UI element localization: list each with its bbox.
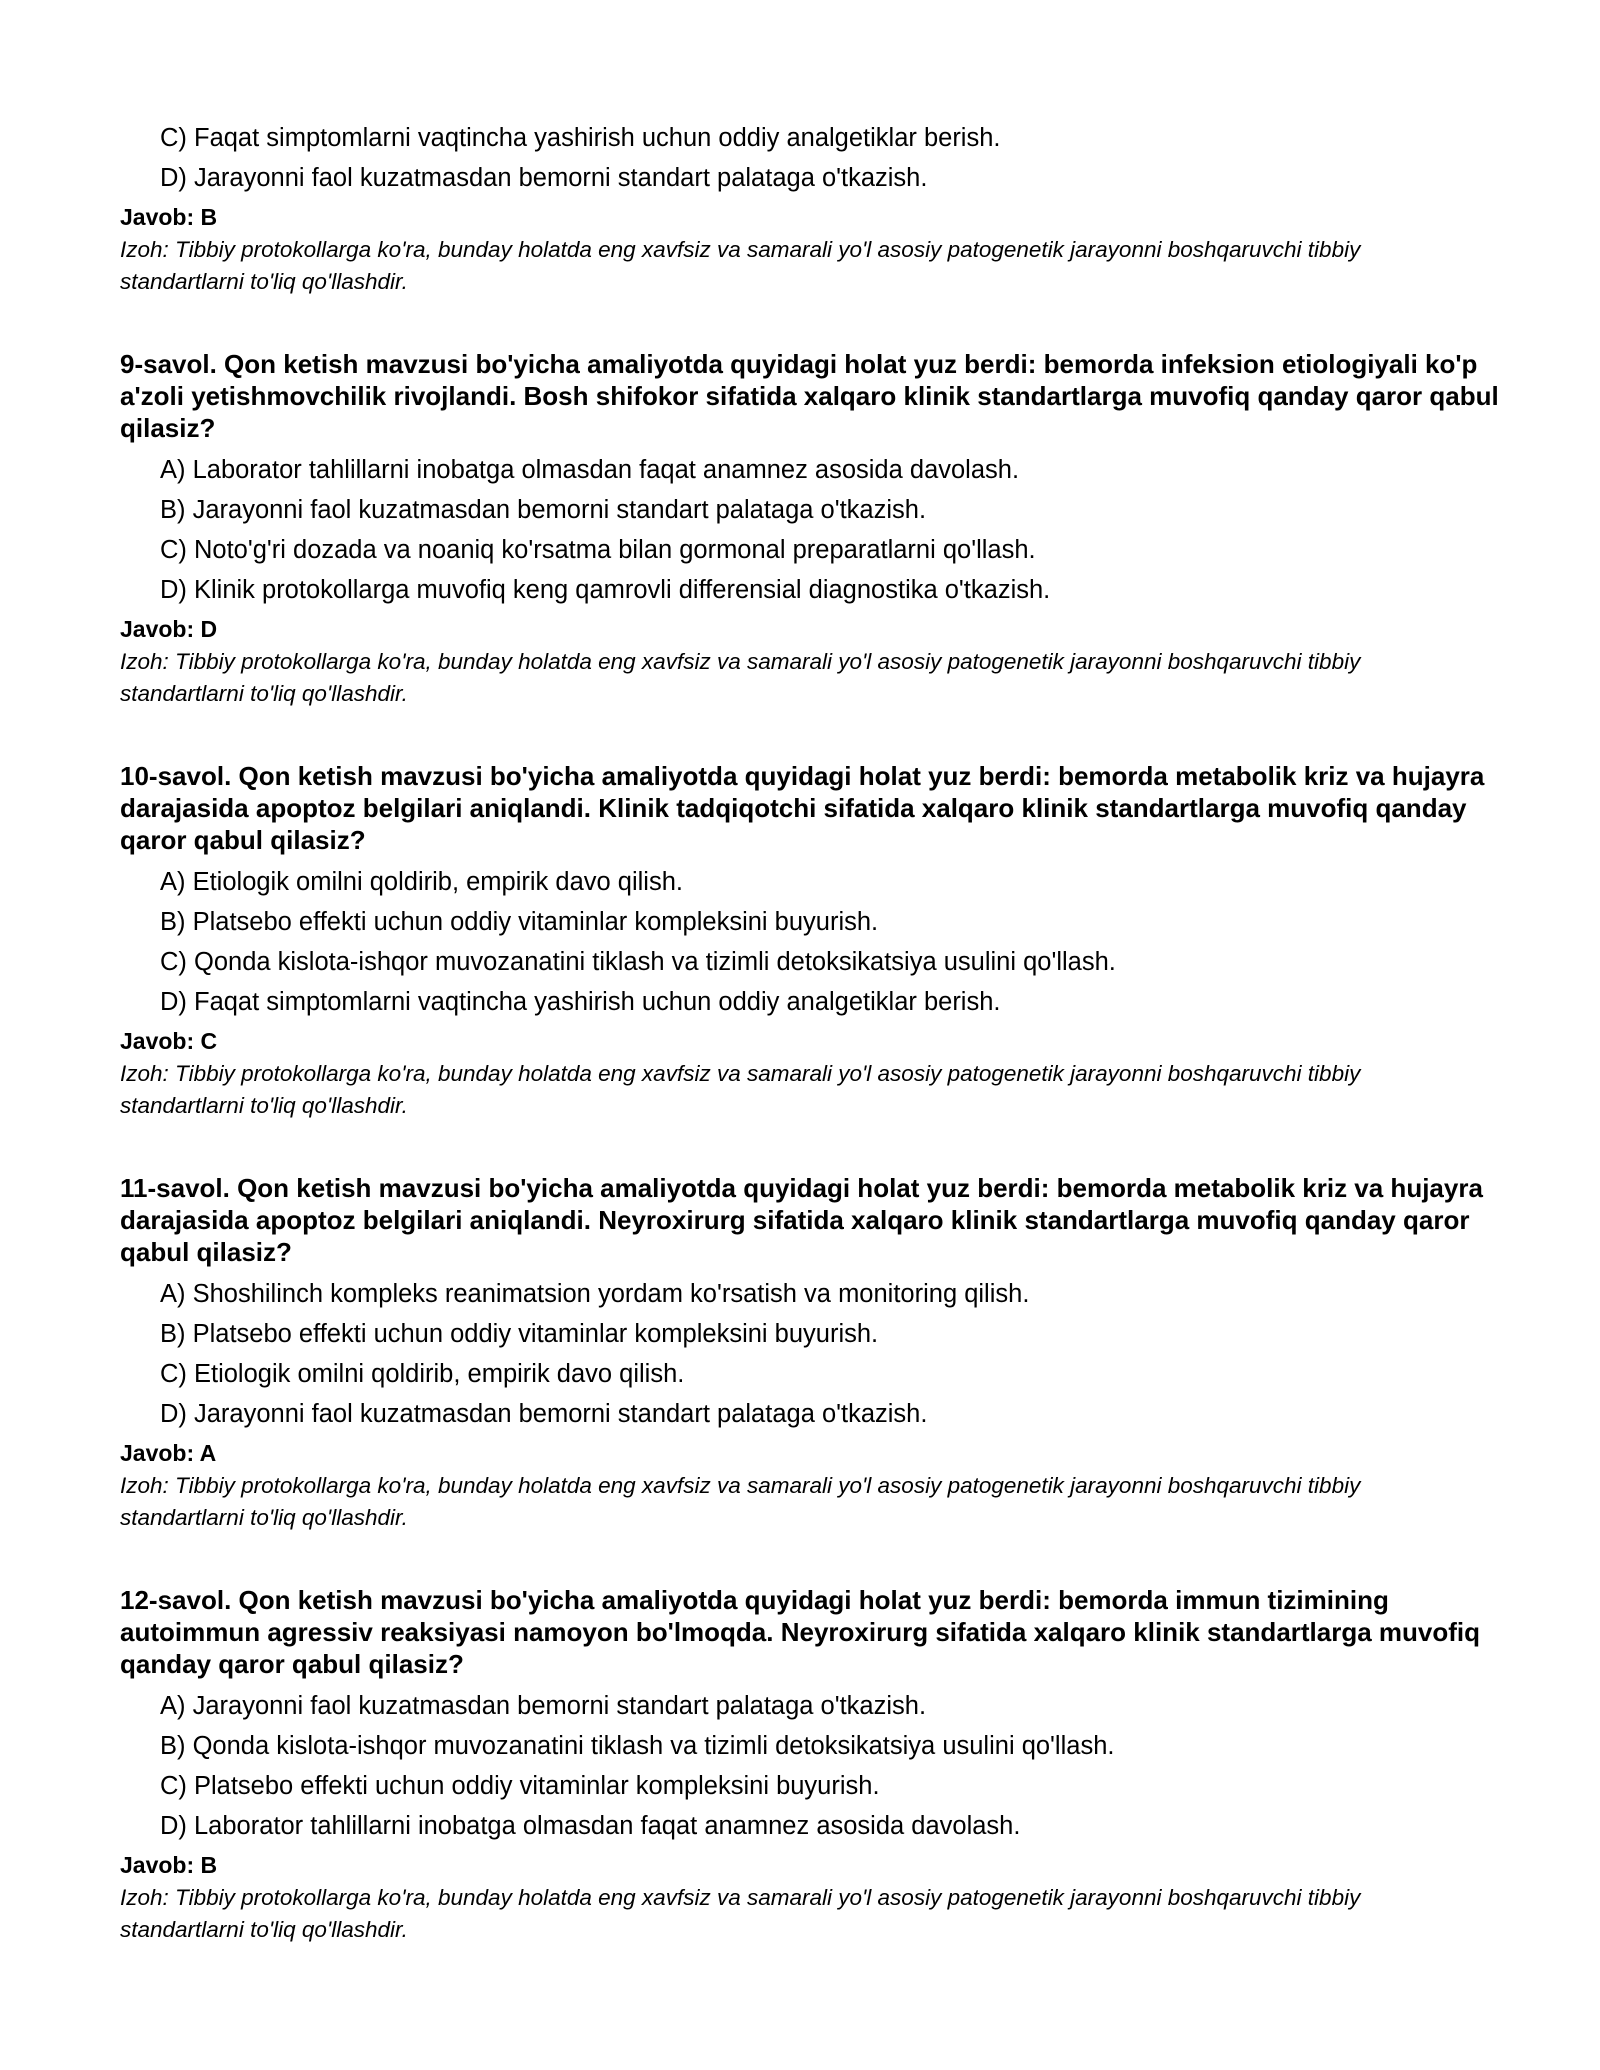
options-list	[120, 450, 1500, 610]
option-c: C) Qonda kislota-ishqor muvozanatini tiklash va tizimli detoksikatsiya usulini qo'llash.	[160, 948, 1116, 976]
document-page	[120, 118, 1500, 1946]
options-list	[120, 1686, 1500, 1846]
question-title: 9-savol. Qon ketish mavzusi bo'yicha amaliyotda quyidagi holat yuz berdi: bemorda infeksion etiologiyali ko'p a'zoli yetishmovchilik rivojlandi. Bosh shifokor sifatida xalqaro klinik standartlarga muvofiq qanday qaror qabul qilasiz?	[120, 349, 1499, 443]
options-list	[120, 1274, 1500, 1434]
option-a: A) Laborator tahlillarni inobatga olmasdan faqat anamnez asosida davolash.	[160, 456, 1020, 484]
answer-label: Javob: B	[120, 204, 218, 230]
question-title: 11-savol. Qon ketish mavzusi bo'yicha amaliyotda quyidagi holat yuz berdi: bemorda metabolik kriz va hujayra darajasida apoptoz belgilari aniqlandi. Neyroxirurg sifatida xalqaro klinik standartlarga muvofiq qanday qaror qabul qilasiz?	[120, 1173, 1483, 1267]
answer-label: Javob: A	[120, 1440, 217, 1466]
options-list	[120, 862, 1500, 1022]
option-c: C) Etiologik omilni qoldirib, empirik davo qilish.	[160, 1360, 685, 1388]
answer-label: Javob: C	[120, 1028, 218, 1054]
option-c: C) Noto'g'ri dozada va noaniq ko'rsatma bilan gormonal preparatlarni qo'llash.	[160, 536, 1036, 564]
option-d: D) Klinik protokollarga muvofiq keng qamrovli differensial diagnostika o'tkazish.	[160, 576, 1051, 604]
answer-label: Javob: B	[120, 1852, 218, 1878]
option-b: B) Qonda kislota-ishqor muvozanatini tiklash va tizimli detoksikatsiya usulini qo'llash.	[160, 1732, 1115, 1760]
option-c: C) Platsebo effekti uchun oddiy vitaminlar kompleksini buyurish.	[160, 1772, 880, 1800]
option-b: B) Platsebo effekti uchun oddiy vitaminlar kompleksini buyurish.	[160, 1320, 879, 1348]
question-9	[120, 348, 1500, 710]
explanation-note: Izoh: Tibbiy protokollarga ko'ra, bunday holatda eng xavfsiz va samarali yo'l asosiy patogenetik jarayonni boshqaruvchi tibbiy standartlarni to'liq qo'llashdir.	[120, 1061, 1361, 1118]
question-11	[120, 1172, 1500, 1534]
option-a: A) Etiologik omilni qoldirib, empirik davo qilish.	[160, 868, 683, 896]
option-a: A) Jarayonni faol kuzatmasdan bemorni standart palataga o'tkazish.	[160, 1692, 927, 1720]
option-b: B) Jarayonni faol kuzatmasdan bemorni standart palataga o'tkazish.	[160, 496, 927, 524]
option-d: D) Jarayonni faol kuzatmasdan bemorni standart palataga o'tkazish.	[160, 1400, 928, 1428]
option-d: D) Jarayonni faol kuzatmasdan bemorni standart palataga o'tkazish.	[160, 164, 928, 192]
question-12	[120, 1584, 1500, 1946]
answer-label: Javob: D	[120, 616, 218, 642]
question-10	[120, 760, 1500, 1122]
option-d: D) Faqat simptomlarni vaqtincha yashirish uchun oddiy analgetiklar berish.	[160, 988, 1001, 1016]
option-c: C) Faqat simptomlarni vaqtincha yashirish uchun oddiy analgetiklar berish.	[160, 124, 1001, 152]
question-title: 12-savol. Qon ketish mavzusi bo'yicha amaliyotda quyidagi holat yuz berdi: bemorda immun tizimining autoimmun agressiv reaksiyasi namoyon bo'lmoqda. Neyroxirurg sifatida xalqaro klinik standartlarga muvofiq qanday qaror qabul qilasiz?	[120, 1585, 1481, 1679]
explanation-note: Izoh: Tibbiy protokollarga ko'ra, bunday holatda eng xavfsiz va samarali yo'l asosiy patogenetik jarayonni boshqaruvchi tibbiy standartlarni to'liq qo'llashdir.	[120, 649, 1361, 706]
question-title: 10-savol. Qon ketish mavzusi bo'yicha amaliyotda quyidagi holat yuz berdi: bemorda metabolik kriz va hujayra darajasida apoptoz belgilari aniqlandi. Klinik tadqiqotchi sifatida xalqaro klinik standartlarga muvofiq qanday qaror qabul qilasiz?	[120, 761, 1485, 855]
option-b: B) Platsebo effekti uchun oddiy vitaminlar kompleksini buyurish.	[160, 908, 879, 936]
option-d: D) Laborator tahlillarni inobatga olmasdan faqat anamnez asosida davolash.	[160, 1812, 1021, 1840]
explanation-note: Izoh: Tibbiy protokollarga ko'ra, bunday holatda eng xavfsiz va samarali yo'l asosiy patogenetik jarayonni boshqaruvchi tibbiy standartlarni to'liq qo'llashdir.	[120, 1885, 1361, 1942]
option-a: A) Shoshilinch kompleks reanimatsion yordam ko'rsatish va monitoring qilish.	[160, 1280, 1030, 1308]
question-8-continuation	[120, 118, 1500, 298]
options-list	[120, 118, 1500, 198]
explanation-note: Izoh: Tibbiy protokollarga ko'ra, bunday holatda eng xavfsiz va samarali yo'l asosiy patogenetik jarayonni boshqaruvchi tibbiy standartlarni to'liq qo'llashdir.	[120, 1473, 1361, 1530]
explanation-note: Izoh: Tibbiy protokollarga ko'ra, bunday holatda eng xavfsiz va samarali yo'l asosiy patogenetik jarayonni boshqaruvchi tibbiy standartlarni to'liq qo'llashdir.	[120, 237, 1361, 294]
